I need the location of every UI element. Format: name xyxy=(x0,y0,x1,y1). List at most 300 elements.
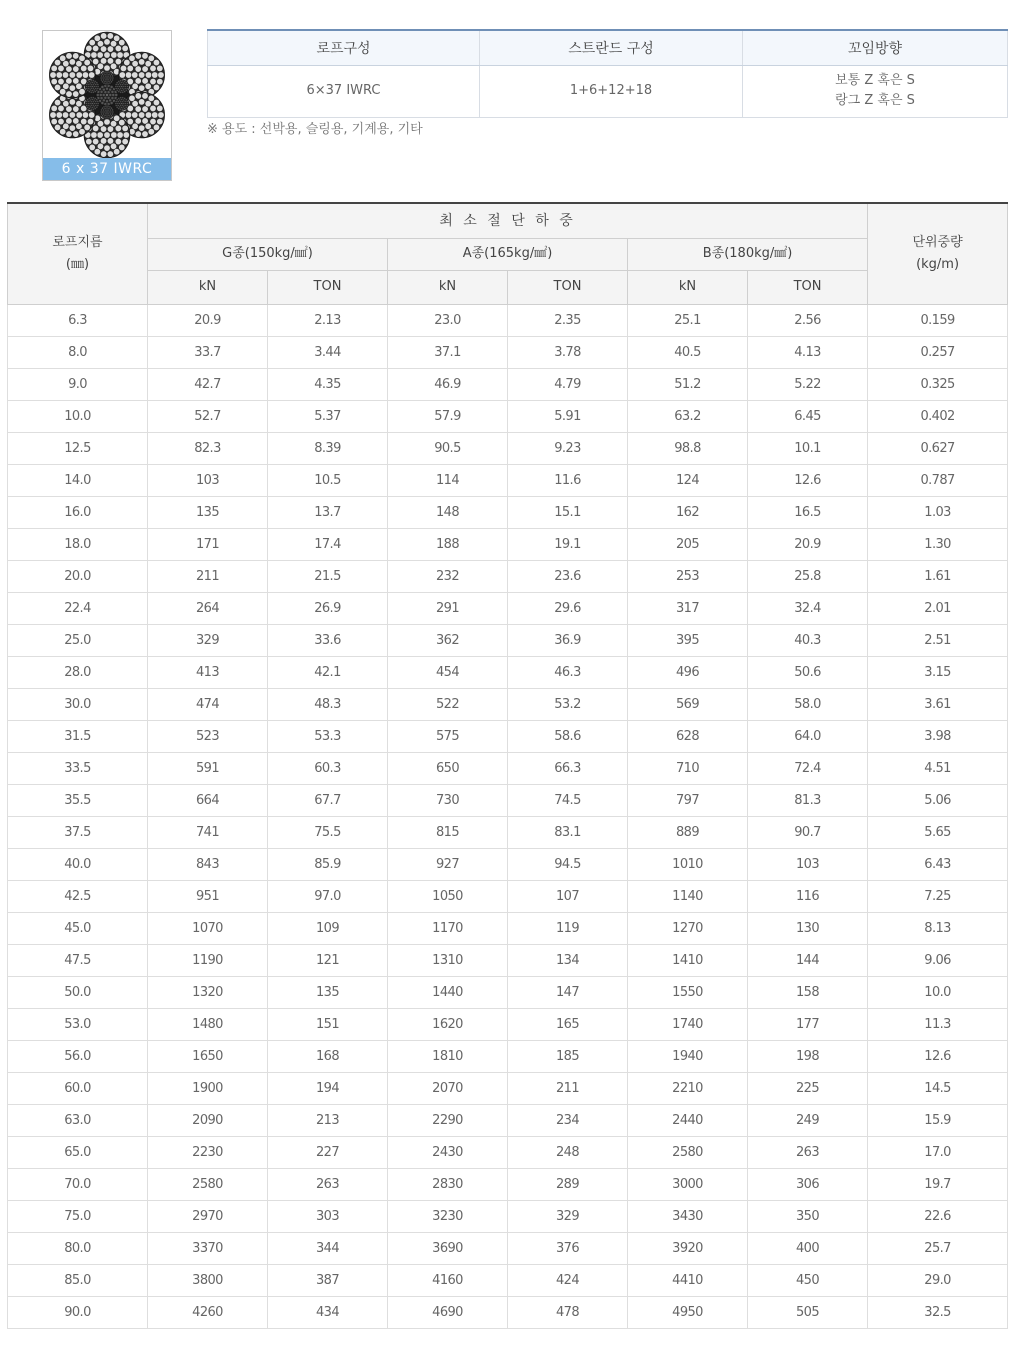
cell-b-ton: 58.0 xyxy=(748,688,868,720)
table-row xyxy=(8,432,1008,464)
rope-strand-wire xyxy=(54,99,60,105)
iwrc-core-strand-wire xyxy=(101,85,104,88)
cell-g-ton: 227 xyxy=(268,1136,388,1168)
rope-strand-wire xyxy=(54,84,60,90)
cell-b-kn: 2210 xyxy=(628,1072,748,1104)
iwrc-core-strand-wire xyxy=(112,93,115,96)
cell-g-ton: 21.5 xyxy=(268,560,388,592)
table-row xyxy=(8,336,1008,368)
rope-strand-wire xyxy=(111,52,117,58)
lay-direction-ordinary: 보통 Z 혹은 S xyxy=(835,73,915,88)
cell-a-kn: 575 xyxy=(388,720,508,752)
cell-diameter: 63.0 xyxy=(8,1104,148,1136)
table-row xyxy=(8,592,1008,624)
cell-b-ton: 177 xyxy=(748,1008,868,1040)
cell-diameter: 18.0 xyxy=(8,528,148,560)
cell-b-kn: 25.1 xyxy=(628,304,748,336)
cell-a-ton: 94.5 xyxy=(508,848,628,880)
iwrc-outer-strand-wire xyxy=(120,80,122,82)
cell-b-kn: 162 xyxy=(628,496,748,528)
cell-unit-weight: 1.61 xyxy=(868,560,1008,592)
rope-strand-wire xyxy=(84,59,90,65)
header-rope-diameter xyxy=(8,203,148,304)
cell-b-ton: 198 xyxy=(748,1040,868,1072)
cell-g-kn: 329 xyxy=(148,624,268,656)
cell-unit-weight: 17.0 xyxy=(868,1136,1008,1168)
cell-a-kn: 57.9 xyxy=(388,400,508,432)
cell-g-ton: 151 xyxy=(268,1008,388,1040)
rope-strand-wire xyxy=(104,52,110,58)
cell-g-ton: 303 xyxy=(268,1200,388,1232)
table-row xyxy=(8,304,1008,336)
rope-strand-wire xyxy=(157,105,163,111)
rope-strand-wire xyxy=(113,149,119,155)
cell-b-ton: 158 xyxy=(748,976,868,1008)
cell-b-kn: 4410 xyxy=(628,1264,748,1296)
header-a-ton: TON xyxy=(508,270,628,304)
header-rope-diameter-label: 로프지름 xyxy=(52,234,103,250)
rope-strand-wire xyxy=(104,119,110,125)
cell-g-kn: 3800 xyxy=(148,1264,268,1296)
rope-strand-wire xyxy=(119,72,125,78)
rope-strand-wire xyxy=(152,112,158,118)
rope-strand-wire xyxy=(148,129,154,135)
table-row xyxy=(8,1232,1008,1264)
cell-a-ton: 424 xyxy=(508,1264,628,1296)
rope-strand-wire xyxy=(58,105,64,111)
cell-b-ton: 505 xyxy=(748,1296,868,1328)
cell-g-ton: 109 xyxy=(268,912,388,944)
rope-strand-wire xyxy=(153,84,159,90)
cell-a-ton: 211 xyxy=(508,1072,628,1104)
rope-strand-wire xyxy=(69,59,75,65)
rope-strand-wire xyxy=(122,45,128,51)
rope-strand-wire xyxy=(153,99,159,105)
cell-g-ton: 67.7 xyxy=(268,784,388,816)
rope-strand-wire xyxy=(69,85,75,91)
iwrc-outer-strand-wire xyxy=(86,105,88,107)
iwrc-outer-strand-wire xyxy=(107,83,109,85)
iwrc-outer-strand-wire xyxy=(120,97,122,99)
spec-header-strand-construction: 스트란드 구성 xyxy=(480,30,743,65)
table-row xyxy=(8,368,1008,400)
cell-a-ton: 478 xyxy=(508,1296,628,1328)
cell-a-kn: 1310 xyxy=(388,944,508,976)
rope-strand-wire xyxy=(97,132,103,138)
cell-b-ton: 6.45 xyxy=(748,400,868,432)
rope-strand-wire xyxy=(87,65,93,71)
cell-a-ton: 9.23 xyxy=(508,432,628,464)
cell-a-ton: 74.5 xyxy=(508,784,628,816)
cell-b-kn: 124 xyxy=(628,464,748,496)
table-row xyxy=(8,464,1008,496)
cell-b-ton: 40.3 xyxy=(748,624,868,656)
spec-header-row xyxy=(208,30,1008,65)
header-b-ton: TON xyxy=(748,270,868,304)
cell-a-kn: 37.1 xyxy=(388,336,508,368)
rope-strand-wire xyxy=(138,59,144,65)
header-grade-a: A종(165kg/㎟) xyxy=(388,238,628,270)
rope-strand-wire xyxy=(129,55,135,61)
iwrc-outer-strand-wire xyxy=(115,103,117,105)
cell-b-ton: 50.6 xyxy=(748,656,868,688)
cell-unit-weight: 14.5 xyxy=(868,1072,1008,1104)
cell-a-kn: 232 xyxy=(388,560,508,592)
cell-a-kn: 23.0 xyxy=(388,304,508,336)
rope-strand-wire xyxy=(138,125,144,131)
cell-unit-weight: 0.325 xyxy=(868,368,1008,400)
rope-strand-wire xyxy=(145,72,151,78)
rope-strand-wire xyxy=(50,112,56,118)
iwrc-outer-strand-wire xyxy=(100,113,102,115)
iwrc-outer-strand-wire xyxy=(122,108,124,110)
table-row xyxy=(8,496,1008,528)
iwrc-core-strand-wire xyxy=(105,93,108,96)
table-row xyxy=(8,656,1008,688)
table-header-row-1 xyxy=(8,203,1008,238)
cell-a-kn: 114 xyxy=(388,464,508,496)
cell-b-kn: 569 xyxy=(628,688,748,720)
rope-strand-wire xyxy=(82,72,88,78)
iwrc-outer-strand-wire xyxy=(126,84,128,86)
rope-strand-wire xyxy=(69,125,75,131)
cell-g-kn: 1070 xyxy=(148,912,268,944)
header-b-kn: kN xyxy=(628,270,748,304)
rope-strand-wire xyxy=(142,53,148,59)
cell-a-kn: 650 xyxy=(388,752,508,784)
iwrc-outer-strand-wire xyxy=(115,88,117,90)
rope-strand-wire xyxy=(125,72,131,78)
table-row xyxy=(8,784,1008,816)
rope-strand-wire xyxy=(92,125,98,131)
cell-a-ton: 165 xyxy=(508,1008,628,1040)
rope-strand-wire xyxy=(80,65,86,71)
cell-g-ton: 33.6 xyxy=(268,624,388,656)
rope-strand-wire xyxy=(148,55,154,61)
rope-strand-wire xyxy=(51,78,57,84)
cell-b-ton: 306 xyxy=(748,1168,868,1200)
cell-g-kn: 2090 xyxy=(148,1104,268,1136)
cell-diameter: 10.0 xyxy=(8,400,148,432)
cell-unit-weight: 1.30 xyxy=(868,528,1008,560)
iwrc-outer-strand-wire xyxy=(100,111,102,113)
cell-diameter: 60.0 xyxy=(8,1072,148,1104)
cell-diameter: 6.3 xyxy=(8,304,148,336)
header-grade-g: G종(150kg/㎟) xyxy=(148,238,388,270)
cell-b-kn: 317 xyxy=(628,592,748,624)
iwrc-outer-strand-wire xyxy=(90,80,92,82)
table-row xyxy=(8,1136,1008,1168)
header-min-breaking-load: 최 소 절 단 하 중 xyxy=(148,203,868,238)
cell-b-kn: 1270 xyxy=(628,912,748,944)
cell-a-kn: 3690 xyxy=(388,1232,508,1264)
rope-strand-wire xyxy=(79,89,85,95)
cell-b-kn: 2580 xyxy=(628,1136,748,1168)
rope-strand-wire xyxy=(94,35,100,41)
rope-strand-wire xyxy=(72,131,78,137)
cell-b-kn: 710 xyxy=(628,752,748,784)
cell-unit-weight: 25.7 xyxy=(868,1232,1008,1264)
header-a-kn: kN xyxy=(388,270,508,304)
table-row xyxy=(8,1040,1008,1072)
iwrc-outer-strand-wire xyxy=(97,86,99,88)
cell-unit-weight: 29.0 xyxy=(868,1264,1008,1296)
cell-diameter: 31.5 xyxy=(8,720,148,752)
rope-strand-wire xyxy=(115,58,121,64)
cell-b-kn: 3000 xyxy=(628,1168,748,1200)
cell-diameter: 53.0 xyxy=(8,1008,148,1040)
rope-strand-wire xyxy=(113,115,119,121)
rope-strand-wire xyxy=(59,55,65,61)
rope-strand-wire xyxy=(107,151,113,157)
rope-strand-wire xyxy=(59,129,65,135)
rope-strand-wire xyxy=(120,65,126,71)
spec-rope-construction: 6×37 IWRC xyxy=(208,65,480,117)
cell-unit-weight: 22.6 xyxy=(868,1200,1008,1232)
cell-diameter: 28.0 xyxy=(8,656,148,688)
rope-strand-wire xyxy=(56,112,62,118)
cell-diameter: 40.0 xyxy=(8,848,148,880)
table-row xyxy=(8,976,1008,1008)
table-row xyxy=(8,848,1008,880)
cell-diameter: 20.0 xyxy=(8,560,148,592)
cell-a-kn: 2070 xyxy=(388,1072,508,1104)
cell-a-ton: 2.35 xyxy=(508,304,628,336)
iwrc-outer-strand-wire xyxy=(107,117,109,119)
cell-unit-weight: 19.7 xyxy=(868,1168,1008,1200)
cell-b-kn: 1940 xyxy=(628,1040,748,1072)
table-row xyxy=(8,560,1008,592)
cell-a-ton: 185 xyxy=(508,1040,628,1072)
cell-b-ton: 16.5 xyxy=(748,496,868,528)
cell-diameter: 33.5 xyxy=(8,752,148,784)
cell-g-kn: 843 xyxy=(148,848,268,880)
cell-diameter: 35.5 xyxy=(8,784,148,816)
cell-a-ton: 5.91 xyxy=(508,400,628,432)
iwrc-outer-strand-wire xyxy=(127,86,129,88)
rope-strand-wire xyxy=(122,138,128,144)
cell-b-kn: 98.8 xyxy=(628,432,748,464)
rope-strand-wire xyxy=(127,65,133,71)
iwrc-outer-strand-wire xyxy=(105,71,107,73)
cell-g-kn: 4260 xyxy=(148,1296,268,1328)
iwrc-outer-strand-wire xyxy=(92,91,94,93)
table-body xyxy=(8,304,1008,1328)
cell-a-kn: 927 xyxy=(388,848,508,880)
rope-strand-wire xyxy=(91,132,97,138)
cell-unit-weight: 2.01 xyxy=(868,592,1008,624)
rope-strand-wire xyxy=(123,132,129,138)
cell-a-ton: 53.2 xyxy=(508,688,628,720)
cell-g-kn: 1190 xyxy=(148,944,268,976)
cell-a-ton: 58.6 xyxy=(508,720,628,752)
cell-a-ton: 15.1 xyxy=(508,496,628,528)
rope-strand-wire xyxy=(66,53,72,59)
iwrc-outer-strand-wire xyxy=(115,105,117,107)
iwrc-outer-strand-wire xyxy=(90,97,92,99)
cell-diameter: 16.0 xyxy=(8,496,148,528)
rope-strand-wire xyxy=(157,65,163,71)
cell-unit-weight: 4.51 xyxy=(868,752,1008,784)
iwrc-outer-strand-wire xyxy=(100,79,102,81)
cell-diameter: 25.0 xyxy=(8,624,148,656)
rope-strand-wire xyxy=(88,112,94,118)
spec-value-row xyxy=(208,65,1008,117)
cell-a-ton: 29.6 xyxy=(508,592,628,624)
rope-strand-wire xyxy=(115,125,121,131)
cell-unit-weight: 12.6 xyxy=(868,1040,1008,1072)
cell-diameter: 65.0 xyxy=(8,1136,148,1168)
header-unit-weight xyxy=(868,203,1008,304)
cell-diameter: 85.0 xyxy=(8,1264,148,1296)
cell-g-ton: 121 xyxy=(268,944,388,976)
iwrc-core-strand-wire xyxy=(115,93,118,96)
cell-b-kn: 1140 xyxy=(628,880,748,912)
cell-g-kn: 591 xyxy=(148,752,268,784)
cell-b-ton: 12.6 xyxy=(748,464,868,496)
rope-strand-wire xyxy=(113,35,119,41)
cell-b-ton: 32.4 xyxy=(748,592,868,624)
cell-b-ton: 4.13 xyxy=(748,336,868,368)
rope-strand-wire xyxy=(138,72,144,78)
cell-b-kn: 4950 xyxy=(628,1296,748,1328)
rope-strand-wire xyxy=(150,78,156,84)
rope-strand-wire xyxy=(153,59,159,65)
rope-strand-wire xyxy=(92,58,98,64)
cell-diameter: 75.0 xyxy=(8,1200,148,1232)
cell-g-kn: 2580 xyxy=(148,1168,268,1200)
cell-b-ton: 20.9 xyxy=(748,528,868,560)
cell-b-kn: 205 xyxy=(628,528,748,560)
cell-b-ton: 450 xyxy=(748,1264,868,1296)
cell-a-kn: 2290 xyxy=(388,1104,508,1136)
rope-strand-wire xyxy=(100,33,106,39)
rope-strand-wire xyxy=(94,149,100,155)
cell-unit-weight: 5.06 xyxy=(868,784,1008,816)
cell-unit-weight: 0.257 xyxy=(868,336,1008,368)
cell-b-ton: 249 xyxy=(748,1104,868,1136)
cell-g-ton: 10.5 xyxy=(268,464,388,496)
cell-b-kn: 628 xyxy=(628,720,748,752)
cell-g-kn: 523 xyxy=(148,720,268,752)
cell-diameter: 45.0 xyxy=(8,912,148,944)
cell-b-kn: 3430 xyxy=(628,1200,748,1232)
cell-diameter: 30.0 xyxy=(8,688,148,720)
cell-g-kn: 82.3 xyxy=(148,432,268,464)
rope-strand-wire xyxy=(100,151,106,157)
cell-unit-weight: 3.61 xyxy=(868,688,1008,720)
cell-b-ton: 2.56 xyxy=(748,304,868,336)
cell-diameter: 12.5 xyxy=(8,432,148,464)
cell-unit-weight: 5.65 xyxy=(868,816,1008,848)
rope-strand-wire xyxy=(127,118,133,124)
cell-g-ton: 213 xyxy=(268,1104,388,1136)
rope-strand-wire xyxy=(158,72,164,78)
cell-a-ton: 83.1 xyxy=(508,816,628,848)
rope-strand-wire xyxy=(138,85,144,91)
cell-b-kn: 2440 xyxy=(628,1104,748,1136)
cell-a-kn: 2430 xyxy=(388,1136,508,1168)
cell-a-kn: 188 xyxy=(388,528,508,560)
cell-g-kn: 42.7 xyxy=(148,368,268,400)
rope-strand-wire xyxy=(138,99,144,105)
cell-diameter: 90.0 xyxy=(8,1296,148,1328)
iwrc-core-strand-wire xyxy=(96,93,99,96)
iwrc-outer-strand-wire xyxy=(85,86,87,88)
cell-a-kn: 454 xyxy=(388,656,508,688)
table-row xyxy=(8,400,1008,432)
spec-lay-direction xyxy=(743,65,1008,117)
cell-a-kn: 815 xyxy=(388,816,508,848)
iwrc-outer-strand-wire xyxy=(105,105,107,107)
rope-strand-wire xyxy=(150,105,156,111)
cell-g-ton: 2.13 xyxy=(268,304,388,336)
rope-strand-wire xyxy=(132,112,138,118)
cell-unit-weight: 7.25 xyxy=(868,880,1008,912)
cell-a-ton: 289 xyxy=(508,1168,628,1200)
cell-g-kn: 171 xyxy=(148,528,268,560)
cell-a-kn: 1620 xyxy=(388,1008,508,1040)
rope-strand-wire xyxy=(92,45,98,51)
cell-b-kn: 1010 xyxy=(628,848,748,880)
cell-b-ton: 103 xyxy=(748,848,868,880)
cell-g-ton: 60.3 xyxy=(268,752,388,784)
rope-strand-wire xyxy=(50,72,56,78)
cell-g-ton: 17.4 xyxy=(268,528,388,560)
iwrc-outer-strand-wire xyxy=(97,101,99,103)
table-row xyxy=(8,1296,1008,1328)
rope-strand-wire xyxy=(152,72,158,78)
rope-strand-wire xyxy=(56,72,62,78)
rope-strand-wire xyxy=(115,138,121,144)
cell-g-ton: 53.3 xyxy=(268,720,388,752)
rope-strand-wire xyxy=(79,129,85,135)
spec-header-rope-construction: 로프구성 xyxy=(208,30,480,65)
cell-b-ton: 144 xyxy=(748,944,868,976)
cell-diameter: 80.0 xyxy=(8,1232,148,1264)
rope-strand-wire xyxy=(62,112,68,118)
cell-b-kn: 1550 xyxy=(628,976,748,1008)
cell-diameter: 22.4 xyxy=(8,592,148,624)
rope-strand-wire xyxy=(157,118,163,124)
cell-g-ton: 263 xyxy=(268,1168,388,1200)
cell-g-ton: 75.5 xyxy=(268,816,388,848)
rope-strand-wire xyxy=(66,91,72,97)
cell-a-ton: 46.3 xyxy=(508,656,628,688)
cell-b-kn: 889 xyxy=(628,816,748,848)
rope-strand-wire xyxy=(76,112,82,118)
cell-g-ton: 5.37 xyxy=(268,400,388,432)
rope-strand-wire xyxy=(66,131,72,137)
rope-strand-wire xyxy=(80,118,86,124)
cell-g-kn: 103 xyxy=(148,464,268,496)
rope-strand-wire xyxy=(117,132,123,138)
cell-unit-weight: 6.43 xyxy=(868,848,1008,880)
rope-strand-wire xyxy=(54,124,60,130)
table-row xyxy=(8,880,1008,912)
cell-g-kn: 951 xyxy=(148,880,268,912)
rope-strand-wire xyxy=(69,99,75,105)
cell-diameter: 56.0 xyxy=(8,1040,148,1072)
rope-cross-section-figure xyxy=(42,30,172,181)
cell-a-ton: 107 xyxy=(508,880,628,912)
cell-a-kn: 46.9 xyxy=(388,368,508,400)
cell-a-ton: 23.6 xyxy=(508,560,628,592)
table-row xyxy=(8,1168,1008,1200)
cell-g-ton: 168 xyxy=(268,1040,388,1072)
cell-g-kn: 33.7 xyxy=(148,336,268,368)
rope-strand-wire xyxy=(104,39,110,45)
